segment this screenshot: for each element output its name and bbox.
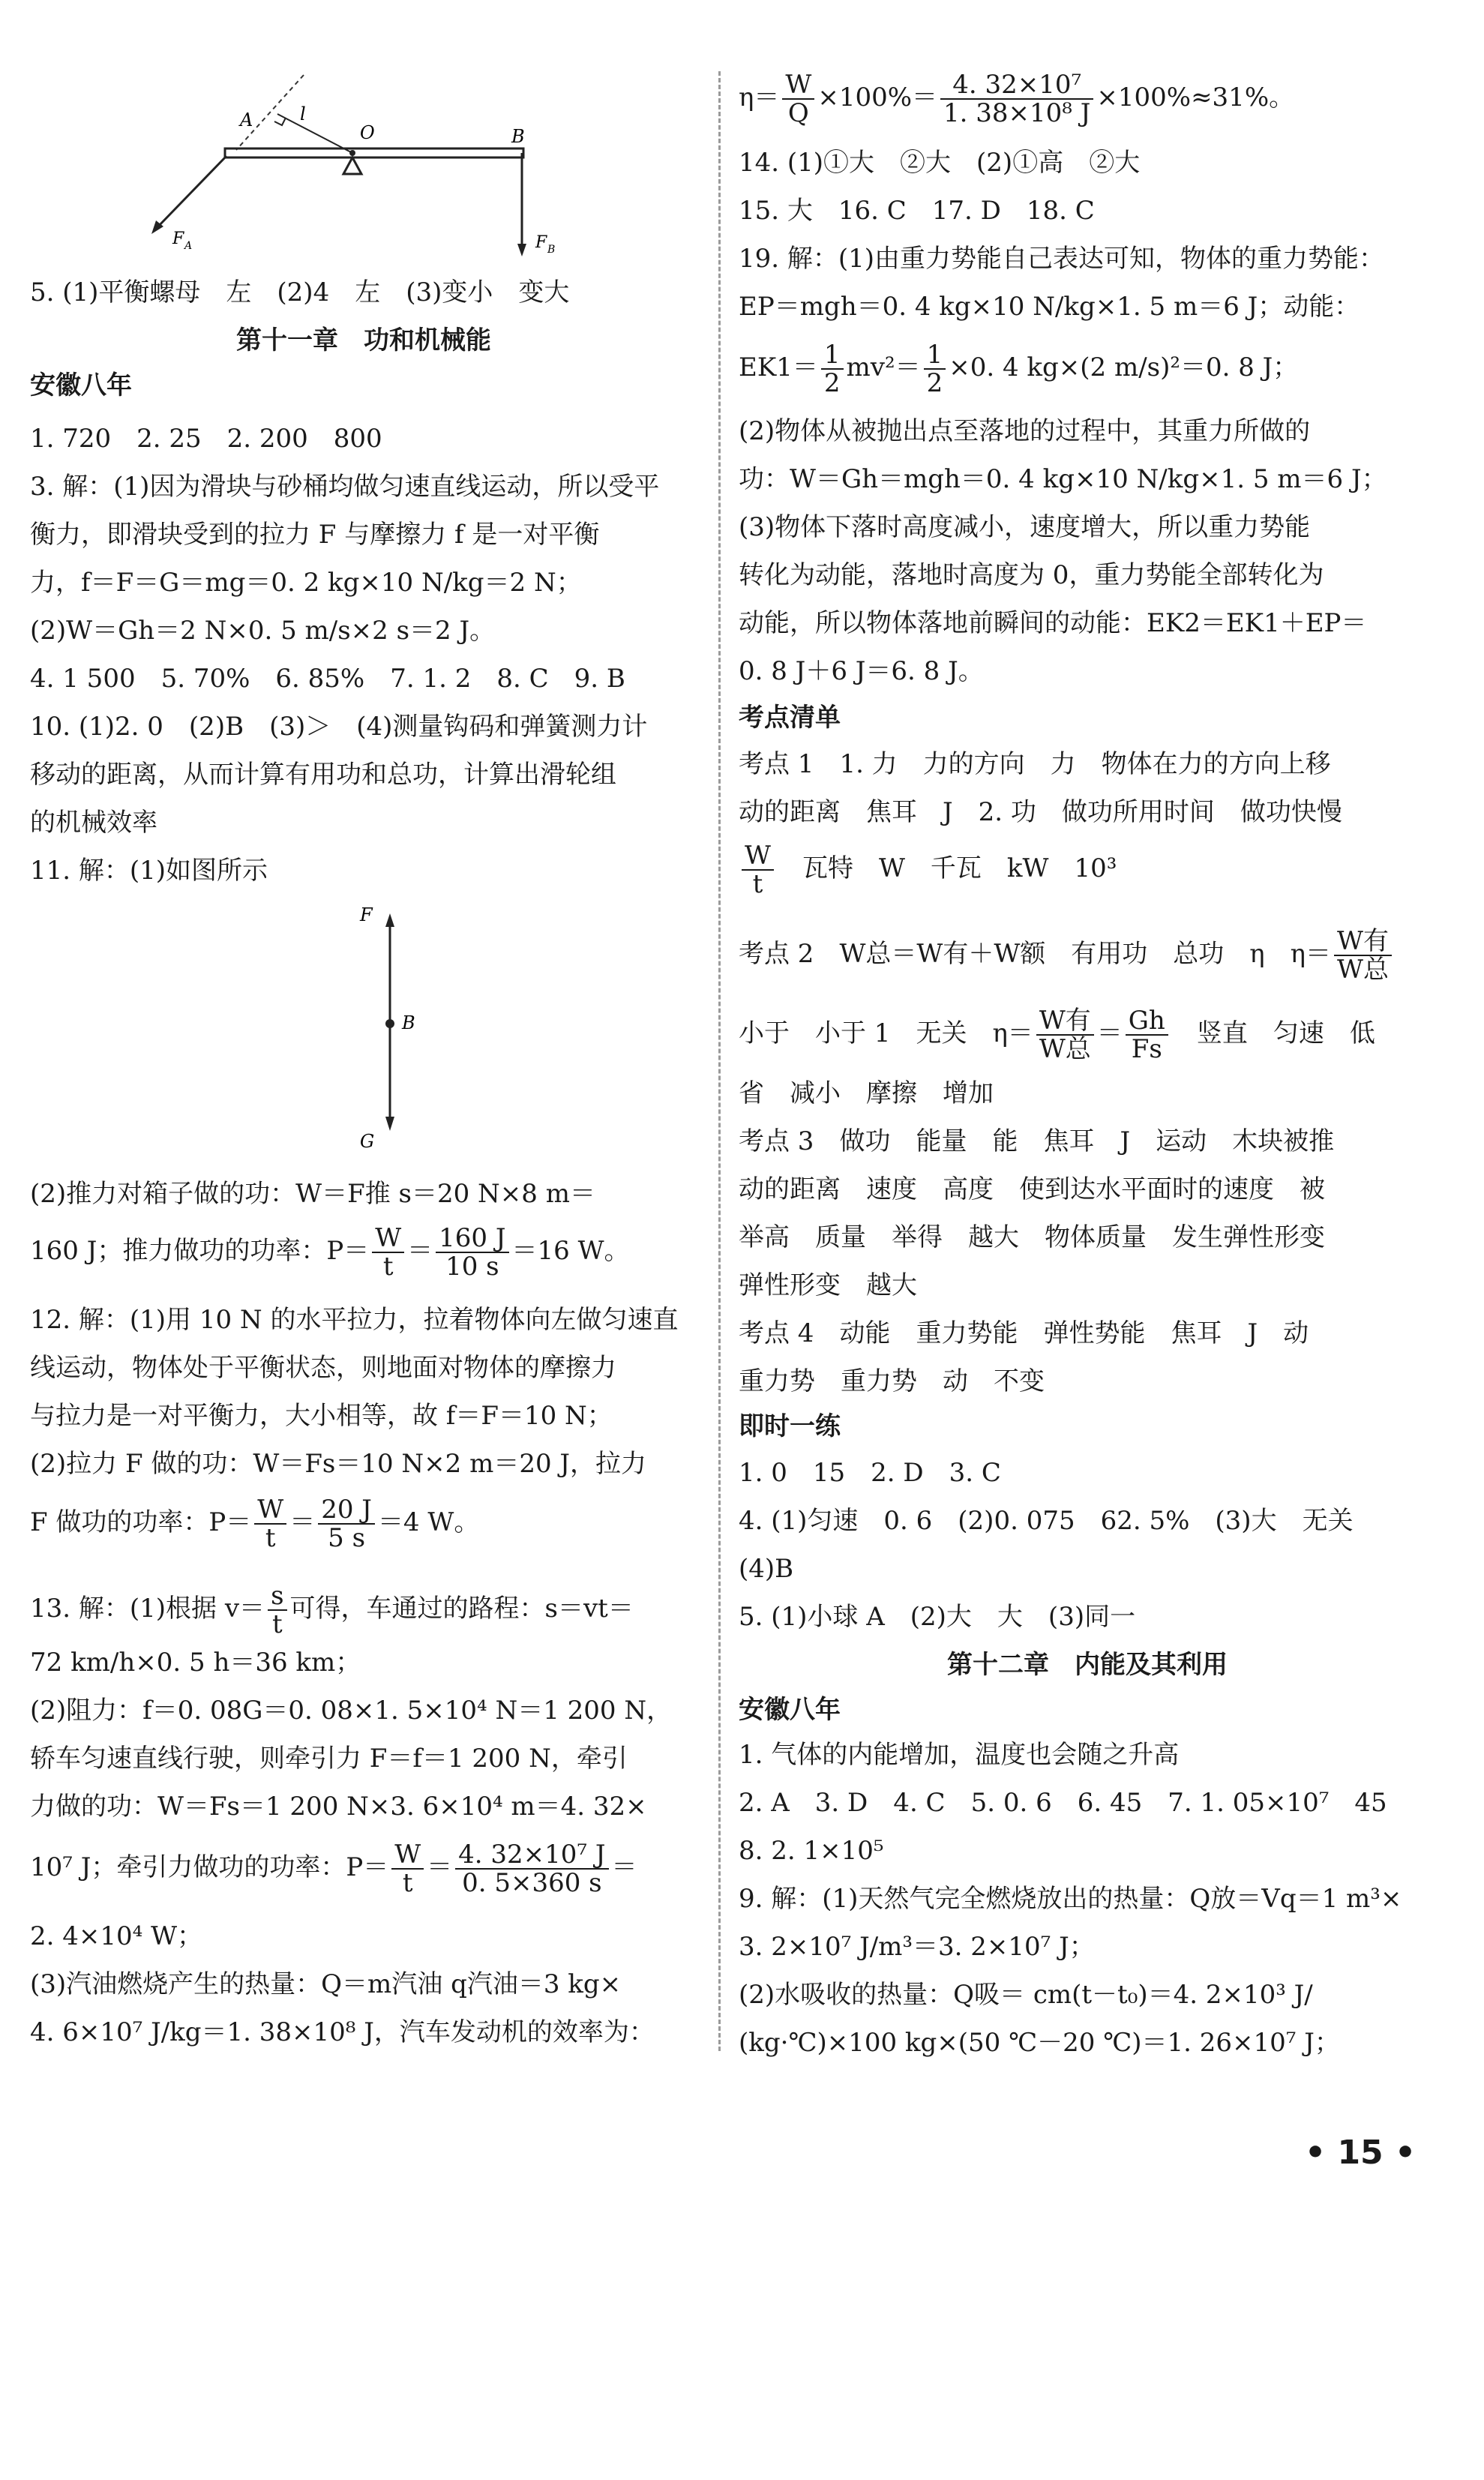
formula-line: EK1＝ $\frac{1}{2}$ mv²＝ $\frac{1}{2}$ ×0. 4 kg×(2 m/s)²＝0. 8 J； [739,340,1299,398]
answer-line: 4. 6×10⁷ J/kg＝1. 38×10⁸ J，汽车发动机的效率为： [30,2017,655,2047]
answer-line: 5. (1)小球 A (2)大 大 (3)同一 [739,1602,1136,1632]
answer-line: 14. (1)①大 ②大 (2)①高 ②大 [739,148,1141,178]
answer-line: 4. 1 500 5. 70% 6. 85% 7. 1. 2 8. C 9. B [30,664,625,694]
answer-line: 的机械效率 [30,808,157,838]
label-l: l [300,103,306,124]
answer-line: 10. (1)2. 0 (2)B (3)＞ (4)测量钩码和弹簧测力计 [30,712,648,742]
formula-line: 小于 小于 1 无关 η＝ $\frac{\text{W有}}{\text{W总}}$ ＝ $\frac{Gh}{Fs}$ 竖直 匀速 低 [739,1006,1375,1064]
fraction: $\frac{Gh}{Fs}$ [1126,1007,1168,1063]
answer-line: 省 减小 摩擦 增加 [739,1078,994,1108]
fraction: $\frac{160 J}{10 s}$ [436,1225,508,1280]
label-g: G [360,1131,375,1152]
formula-line: 10⁷ J；牵引力做功的功率：P＝ $\frac{W}{t}$ ＝ $\frac{\text{4. 32×10⁷ J}}{0. 5\times 360 s}$ ＝ [30,1840,637,1898]
column-divider [718,71,721,2051]
page-number: • 15 • [1305,2134,1417,2172]
answer-line: 动的距离 速度 高度 使到达水平面时的速度 被 [739,1174,1325,1204]
answer-line: (3)汽油燃烧产生的热量：Q＝m汽油 q汽油＝3 kg× [30,1969,622,1999]
formula-line: 160 J；推力做功的功率：P＝ $\frac{W}{t}$ ＝ $\frac{160 J}{10 s}$ ＝16 W。 [30,1223,630,1282]
answer-line: 考点 1 1. 力 力的方向 力 物体在力的方向上移 [739,749,1331,779]
answer-line: 0. 8 J＋6 J＝6. 8 J。 [739,656,984,686]
answer-line: 重力势 重力势 动 不变 [739,1366,1045,1396]
answer-line: 3. 解：(1)因为滑块与砂桶均做匀速直线运动，所以受平 [30,472,660,502]
fraction: $\frac{1}{2}$ [821,341,844,397]
force-fb-head [517,244,526,256]
right-angle-mark [274,118,286,125]
formula-line: 考点 2 W总＝W有＋W额 有用功 总功 η η＝ $\frac{\text{W有}}{\text{W总}}$ [739,924,1395,984]
answer-line: 1. 720 2. 25 2. 200 800 [30,424,382,454]
label-fa-sub: A [184,240,193,252]
answer-line: 2. 4×10⁴ W； [30,1921,203,1951]
answer-line: 8. 2. 1×10⁵ [739,1836,884,1866]
force-fa-arrow [156,156,226,229]
answer-line: (2)阻力：f＝0. 08G＝0. 08×1. 5×10⁴ N＝1 200 N， [30,1696,673,1726]
fraction: $\frac{W}{t}$ [254,1496,286,1552]
label-o: O [360,122,375,143]
answer-line: (4)B [739,1554,794,1584]
answer-line: (2)拉力 F 做的功：W＝Fs＝10 N×2 m＝20 J，拉力 [30,1449,647,1479]
lever-bar [225,148,523,157]
answer-line: 衡力，即滑块受到的拉力 F 与摩擦力 f 是一对平衡 [30,520,600,550]
chapter12-title: 第十二章 内能及其利用 [947,1650,1228,1680]
section-anhui: 安徽八年 [739,1695,841,1725]
fraction: $\frac{\text{4. 32×10⁷ J}}{0. 5\times 360 s}$ [455,1841,608,1897]
answer-line: 72 km/h×0. 5 h＝36 km； [30,1648,361,1678]
answer-line: 1. 气体的内能增加，温度也会随之升高 [739,1740,1180,1770]
arrow-down-head [385,1117,394,1131]
formula-line: 13. 解：(1)根据 v＝ $\frac{s}{t}$ 可得，车通过的路程：s＝vt＝ [30,1581,634,1639]
answer-line: 19. 解：(1)由重力势能自己表达可知，物体的重力势能： [739,244,1385,274]
fraction: $\frac{W}{t}$ [742,842,774,898]
fraction: $\frac{1}{2}$ [924,341,946,397]
fraction: $\frac{\text{4. 32×10⁷}}{\text{1. 38×10⁸ J}}$ [940,71,1093,127]
lever-diagram [142,60,592,277]
chapter11-title: 第十一章 功和机械能 [236,325,491,355]
section-kaodian-qingdan: 考点清单 [739,703,841,733]
answer-line: 2. A 3. D 4. C 5. 0. 6 6. 45 7. 1. 05×10⁷ 45 [739,1788,1387,1818]
answer-line: 功：W＝Gh＝mgh＝0. 4 kg×10 N/kg×1. 5 m＝6 J； [739,464,1387,494]
label-fb-sub: B [547,244,556,256]
answer-line: 9. 解：(1)天然气完全燃烧放出的热量：Q放＝Vq＝1 m³× [739,1884,1402,1914]
label-fb: F [535,233,547,252]
point-b [385,1019,394,1028]
answer-line: (kg·℃)×100 kg×(50 ℃－20 ℃)＝1. 26×10⁷ J； [739,2028,1340,2058]
fraction: $\frac{\text{W有}}{\text{W总}}$ [1036,1007,1094,1063]
answer-line: 举高 质量 举得 越大 物体质量 发生弹性形变 [739,1222,1325,1252]
answer-line: 动能，所以物体落地前瞬间的动能：EK2＝EK1＋EP＝ [739,608,1367,638]
answer-line: (2)水吸收的热量：Q吸＝ cm(t－t₀)＝4. 2×10³ J/ [739,1980,1313,2010]
answer-line: 3. 2×10⁷ J/m³＝3. 2×10⁷ J； [739,1932,1095,1962]
label-b: B [402,1012,415,1033]
answer-line: 动的距离 焦耳 J 2. 功 做功所用时间 做功快慢 [739,797,1342,827]
answer-line: 转化为动能，落地时高度为 0，重力势能全部转化为 [739,560,1324,590]
formula-line: $\frac{W}{t}$ 瓦特 W 千瓦 kW 10³ [739,838,1117,898]
section-jishi-yilian: 即时一练 [739,1411,841,1441]
answer-line: (2)推力对箱子做的功：W＝F推 s＝20 N×8 m＝ [30,1179,595,1209]
answer-line: 11. 解：(1)如图所示 [30,856,268,886]
fulcrum [343,157,361,174]
formula-line: F 做功的功率：P＝ $\frac{W}{t}$ ＝ $\frac{20 J}{5 s}$ ＝4 W。 [30,1495,480,1553]
formula-line: η＝ $\frac{W}{Q}$ ×100%＝ $\frac{\text{4. 32×10⁷}}{\text{1. 38×10⁸ J}}$ ×100%≈31%。 [739,70,1295,128]
answer-line: 轿车匀速直线行驶，则牵引力 F＝f＝1 200 N，牵引 [30,1744,628,1774]
label-a: A [240,109,253,130]
answer-line: 弹性形变 越大 [739,1270,917,1300]
fraction: $\frac{20 J}{5 s}$ [318,1496,375,1552]
answer-line: 线运动，物体处于平衡状态，则地面对物体的摩擦力 [30,1353,616,1383]
answer-line: 考点 4 动能 重力势能 弹性势能 焦耳 J 动 [739,1318,1309,1348]
fraction: $\frac{\text{W有}}{\text{W总}}$ [1334,928,1392,983]
answer-line: 1. 0 15 2. D 3. C [739,1458,1001,1488]
fraction: $\frac{W}{t}$ [372,1225,404,1280]
answer-line: 与拉力是一对平衡力，大小相等，故 f＝F＝10 N； [30,1401,613,1431]
answer-line: (2)物体从被抛出点至落地的过程中，其重力所做的 [739,416,1311,446]
label-b: B [511,126,525,147]
label-fa: F [172,229,184,248]
answer-line: EP＝mgh＝0. 4 kg×10 N/kg×1. 5 m＝6 J；动能： [739,292,1360,322]
arrow-up-head [385,913,394,927]
lever-arm-l [277,114,352,153]
answer-line: 15. 大 16. C 17. D 18. C [739,196,1095,226]
answer-line: 4. (1)匀速 0. 6 (2)0. 075 62. 5% (3)大 无关 [739,1506,1354,1536]
answer-line: 力做的功：W＝Fs＝1 200 N×3. 6×10⁴ m＝4. 32× [30,1792,647,1822]
answer-line: (2)W＝Gh＝2 N×0. 5 m/s×2 s＝2 J。 [30,616,496,646]
answer-line: 12. 解：(1)用 10 N 的水平拉力，拉着物体向左做匀速直 [30,1305,679,1335]
force-diagram [345,900,435,1155]
answer-line: 力，f＝F＝G＝mg＝0. 2 kg×10 N/kg＝2 N； [30,568,582,598]
fraction: $\frac{W}{t}$ [391,1841,424,1897]
answer-line: 考点 3 做功 能量 能 焦耳 J 运动 木块被推 [739,1126,1335,1156]
answer-line: (3)物体下落时高度减小，速度增大，所以重力势能 [739,512,1311,542]
fraction: $\frac{W}{Q}$ [782,71,814,127]
q5-answer: 5. (1)平衡螺母 左 (2)4 左 (3)变小 变大 [30,277,570,307]
fraction: $\frac{s}{t}$ [268,1582,286,1638]
label-f: F [360,904,373,925]
section-anhui: 安徽八年 [30,370,132,400]
answer-line: 移动的距离，从而计算有用功和总功，计算出滑轮组 [30,760,616,790]
